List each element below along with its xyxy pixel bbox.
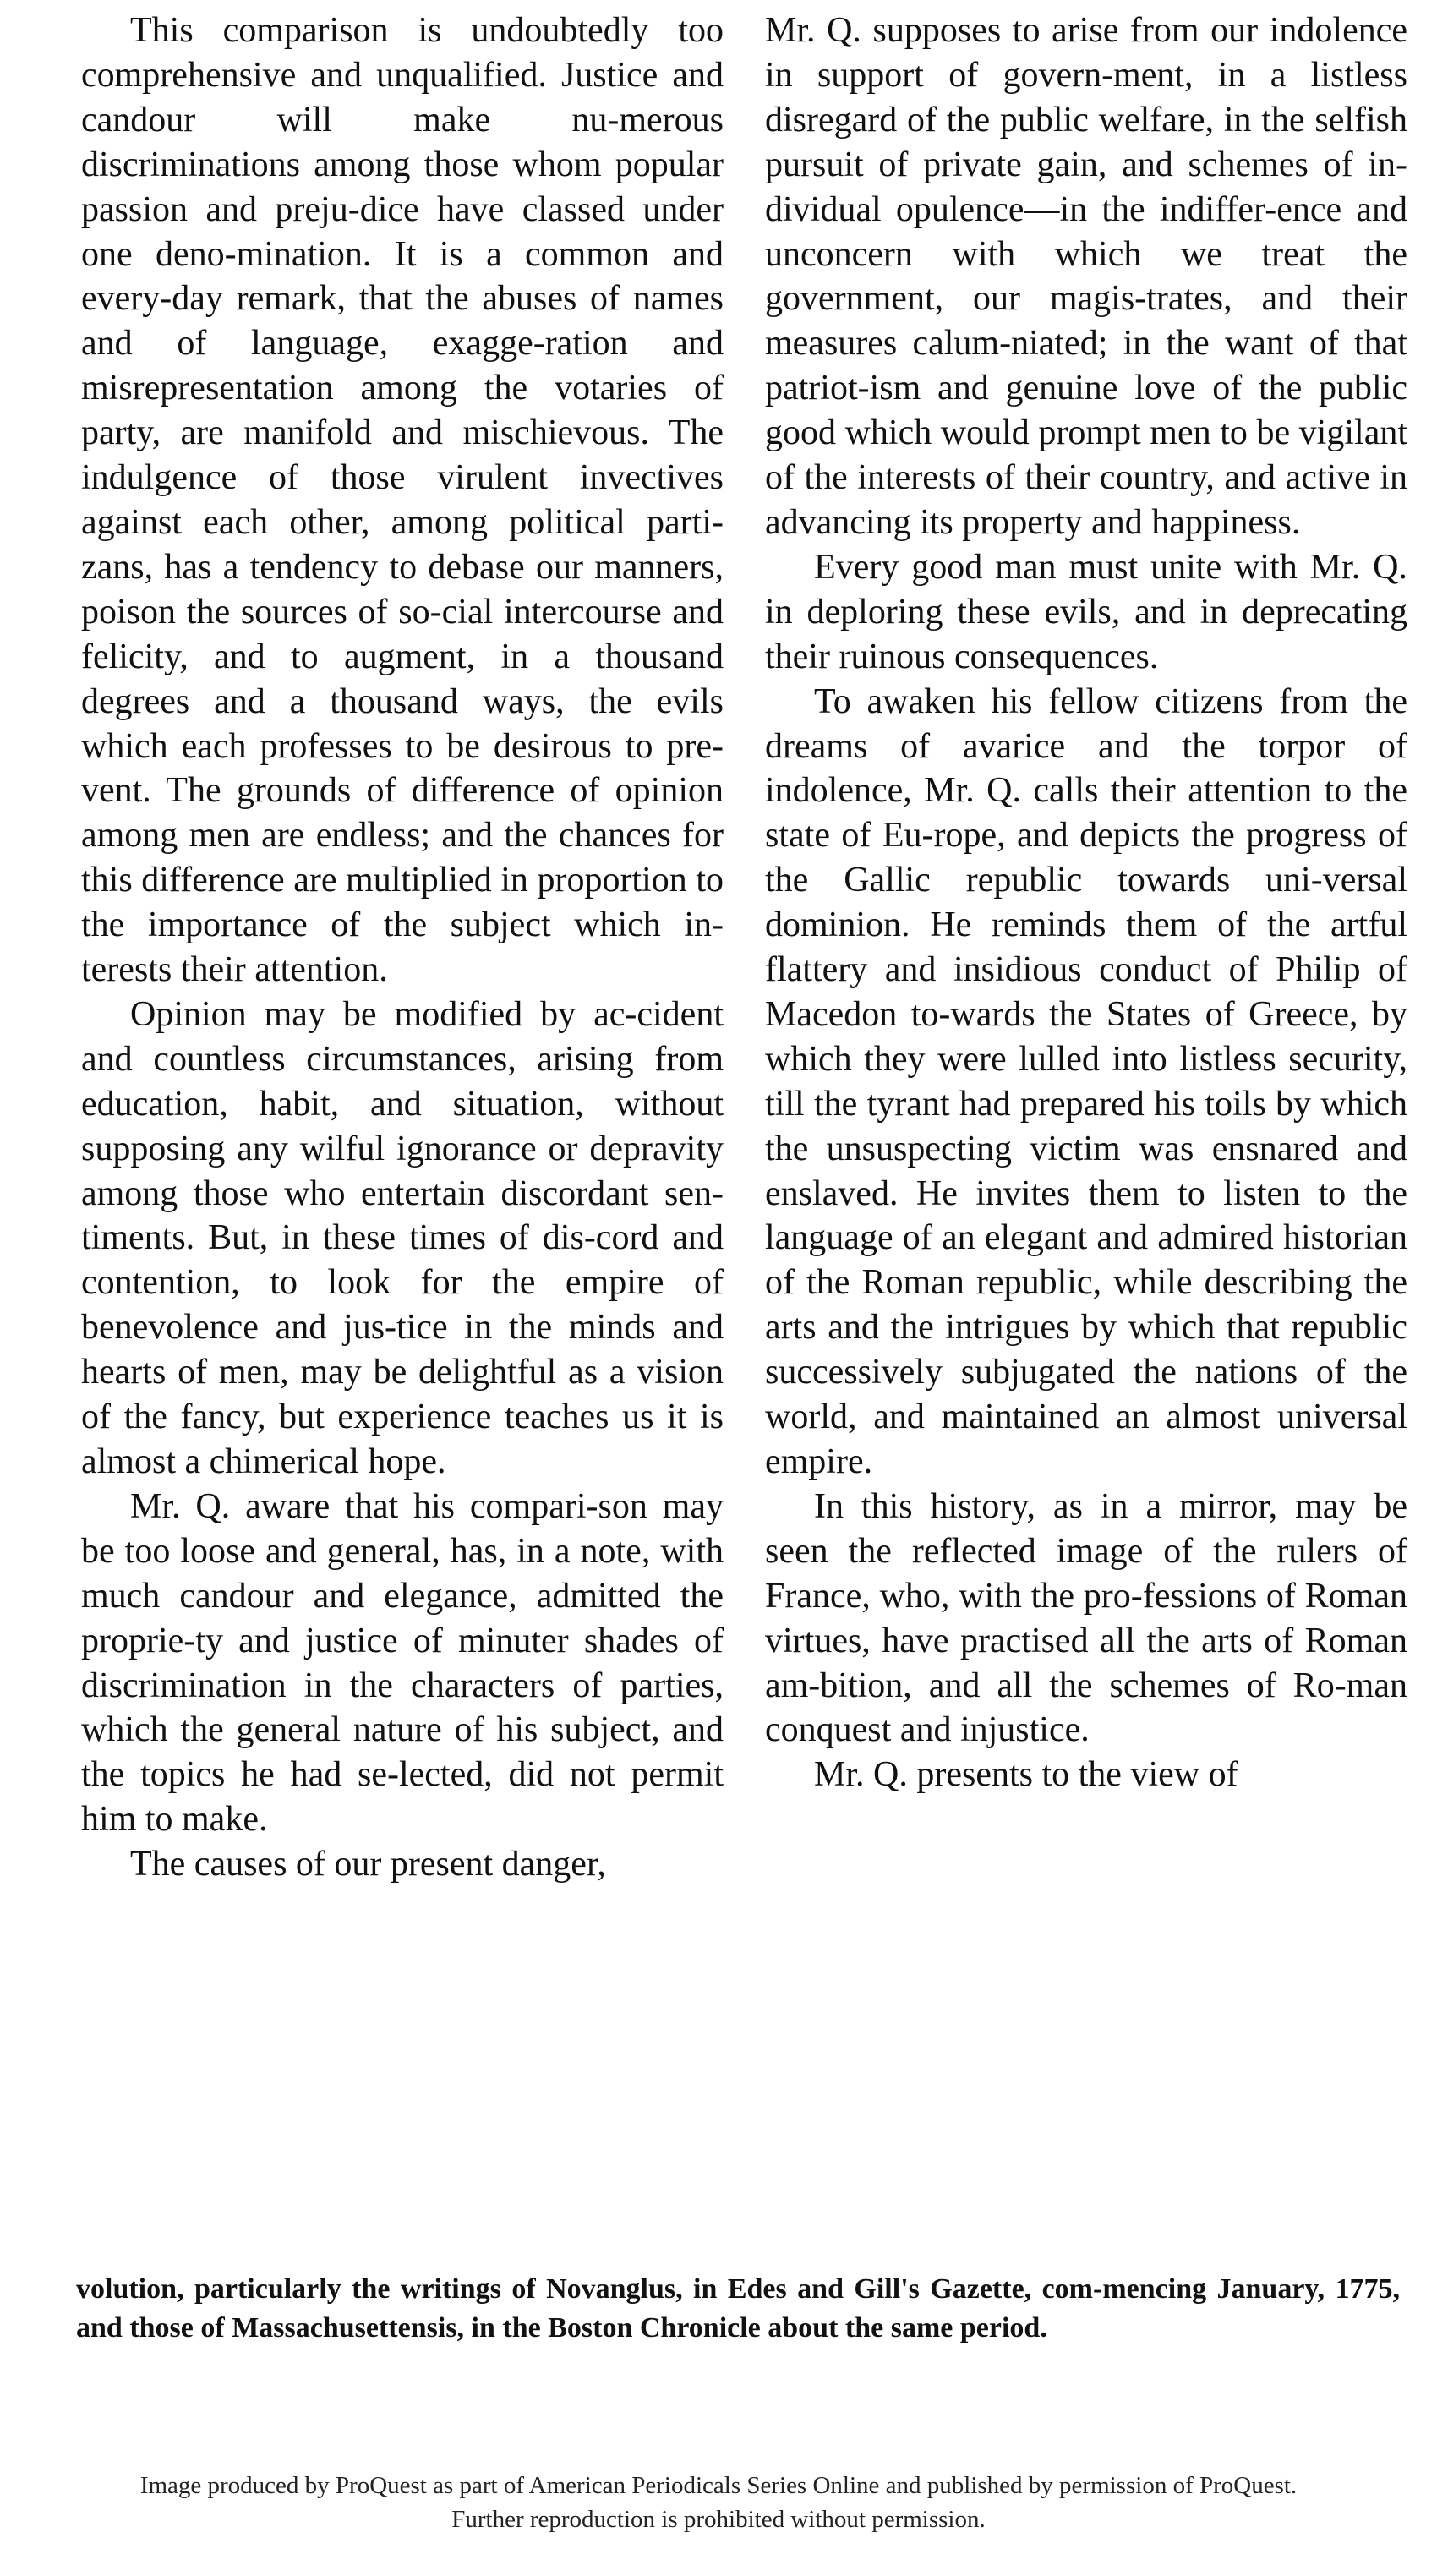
paragraph-continuation: Mr. Q. supposes to arise from our indolence in support of govern-ment, in a listless disregard of the public welfare, in the selfish pursuit of private gain, and schemes of in-dividual opulence—in the indiffer-ence and unconcern with which we treat the government, our magis-trates, and their measures calum-niated; in the want of that patriot-ism and genuine love of the public good which would prompt men to be vigilant of the interests of their country, and active in advancing its property and happiness.: [765, 11, 1407, 542]
credit-line-1: Image produced by ProQuest as part of American Periodicals Series Online and published by permission of ProQuest.: [139, 2472, 1298, 2499]
paragraph: To awaken his fellow citizens from the dreams of avarice and the torpor of indolence, Mr. Q. calls their attention to the state of Eu-rope, and depicts the progress of the Gallic republic towards uni-versal dominion. He reminds them of the artful flattery and insidious conduct of Philip of Macedon to-wards the States of Greece, by which they were lulled into listless security, till the tyrant had prepared his toils by which the unsuspecting victim was ensnared and enslaved. He invites them to listen to the language of an elegant and admired historian of the Roman republic, while describing the arts and the intrigues by which that republic successively subjugated the nations of the world, and maintained an almost universal empire.: [765, 681, 1407, 1481]
paragraph: This comparison is undoubtedly too comprehensive and unqualified. Justice and candour will make nu-merous discriminations among those whom popular passion and preju-dice have classed under one deno-mination. It is a common and every-day remark, that the abuses of names and of language, exagge-ration and misrepresentation among the votaries of party, are manifold and mischievous. The indulgence of those virulent invectives against each other, among political parti-zans, has a tendency to debase our manners, poison the sources of so-cial intercourse and felicity, and to augment, in a thousand degrees and a thousand ways, the evils which each professes to be desirous to pre-vent. The grounds of difference of opinion among men are endless; and the chances for this difference are multiplied in proportion to the importance of the subject which in-terests their attention.: [81, 11, 724, 990]
paragraph: The causes of our present danger,: [130, 1845, 606, 1884]
paragraph: Every good man must unite with Mr. Q. in deploring these evils, and in deprecating their ruinous consequences.: [765, 547, 1407, 676]
paragraph: Opinion may be modified by ac-cident and countless circumstances, arising from education, habit, and situation, without supposing any wilful ignorance or depravity among those who entertain discordant sen-timents. But, in these times of dis-cord and contention, to look for the empire of benevolence and jus-tice in the minds and hearts of men, may be delightful as a vision of the fancy, but experience teaches us it is almost a chimerical hope.: [81, 994, 724, 1481]
left-column: [81, 8, 724, 1887]
paragraph: In this history, as in a mirror, may be seen the reflected image of the rulers of France, who, with the pro-fessions of Roman virtues, have practised all the arts of Roman am-bition, and all the schemes of Ro-man conquest and injustice.: [765, 1486, 1407, 1750]
paragraph: Mr. Q. aware that his compari-son may be too loose and general, has, in a note, with much candour and elegance, admitted the proprie-ty and justice of minuter shades of discrimination in the characters of parties, which the general nature of his subject, and the topics he had se-lected, did not permit him to make.: [81, 1486, 724, 1840]
credit-line-2: Further reproduction is prohibited without permission.: [451, 2506, 986, 2533]
paragraph: Mr. Q. presents to the view of: [814, 1755, 1238, 1795]
footnote: volution, particularly the writings of Novanglus, in Edes and Gill's Gazette, com-mencing January, 1775, and those of Massachusettensis, in the Boston Chronicle about the same period.: [76, 2273, 1400, 2344]
right-column: [765, 8, 1407, 1797]
proquest-credit: [0, 2469, 1437, 2536]
